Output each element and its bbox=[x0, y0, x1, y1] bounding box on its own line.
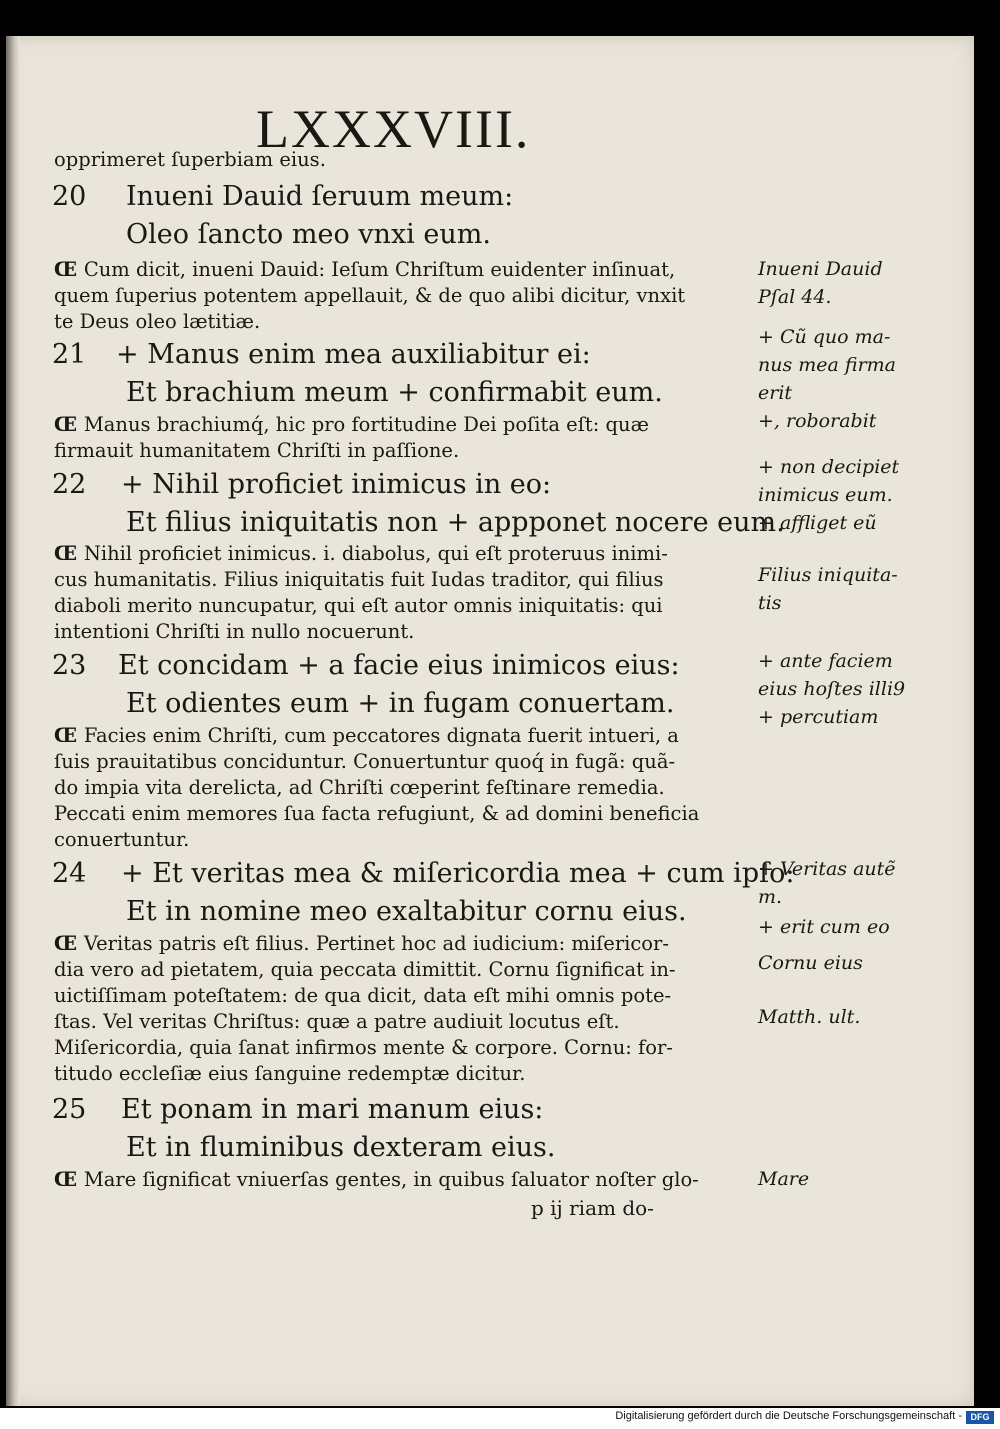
line-text: Cum dicit, inueni Dauid: Ieſum Chriſtum euidenter inſinuat, bbox=[83, 258, 676, 281]
verse-number: 22 bbox=[52, 469, 87, 500]
commentary-line bbox=[54, 1036, 673, 1059]
line-text: Oleo ſancto meo vnxi eum. bbox=[126, 219, 491, 250]
line-text: Veritas patris eſt filius. Pertinet hoc ad iudicium: miſericor- bbox=[83, 932, 669, 955]
margin-note: m. bbox=[758, 886, 783, 908]
paragraph-mark-icon: Œ bbox=[54, 1168, 84, 1191]
line-text: conuertuntur. bbox=[54, 828, 190, 851]
paragraph-mark-icon: Œ bbox=[54, 258, 84, 281]
margin-note: + percutiam bbox=[758, 706, 879, 728]
line-text: quem ſuperius potentem appellauit, & de quo alibi dicitur, vnxit bbox=[54, 284, 686, 307]
psalm-verse-line bbox=[126, 1132, 555, 1163]
commentary-line bbox=[54, 284, 685, 307]
margin-note: Pſal 44. bbox=[758, 286, 832, 308]
margin-note: Matth. ult. bbox=[758, 1006, 861, 1028]
line-text: Inueni Dauid ſeruum meum: bbox=[126, 181, 514, 212]
line-text: Et filius iniquitatis non + appponet nocere eum. bbox=[126, 507, 785, 538]
verse-number: 25 bbox=[52, 1094, 87, 1125]
line-text: te Deus oleo lætitiæ. bbox=[54, 310, 261, 333]
page-fold-shadow bbox=[6, 36, 20, 1406]
line-text: dia vero ad pietatem, quia peccata dimittit. Cornu ſignificat in- bbox=[54, 958, 676, 981]
commentary-line bbox=[54, 932, 669, 955]
line-text: intentioni Chriſti in nullo nocuerunt. bbox=[54, 620, 415, 643]
line-text: Facies enim Chriſti, cum peccatores dignata fuerit intueri, a bbox=[83, 724, 679, 747]
margin-note: erit bbox=[758, 382, 793, 404]
commentary-line bbox=[531, 1196, 654, 1220]
funding-credit: Digitalisierung gefördert durch die Deutsche Forschungsgemeinschaft - bbox=[615, 1410, 962, 1422]
line-text: Manus brachiumq́, hic pro fortitudine Dei poſita eſt: quæ bbox=[83, 413, 649, 436]
line-text: cus humanitatis. Filius iniquitatis fuit Iudas traditor, qui filius bbox=[54, 568, 664, 591]
commentary-line bbox=[54, 542, 668, 565]
line-text: + Manus enim mea auxiliabitur ei: bbox=[116, 339, 591, 370]
margin-note: + Veritas autẽ bbox=[758, 858, 896, 880]
footer-bar bbox=[0, 1408, 1000, 1429]
line-text: Et concidam + a facie eius inimicos eius: bbox=[118, 650, 680, 681]
line-text: do impia vita derelicta, ad Chriſti cœperint feſtinare remedia. bbox=[54, 776, 665, 799]
margin-note: inimicus eum. bbox=[758, 484, 893, 506]
commentary-line bbox=[54, 1062, 525, 1085]
verse-number: 21 bbox=[52, 339, 87, 370]
folio-number: LXXXVIII. bbox=[256, 99, 531, 159]
commentary-line bbox=[54, 148, 326, 171]
line-text: Peccati enim memores ſua facta refugiunt, & ad domini beneficia bbox=[54, 802, 700, 825]
margin-note: Inueni Dauid bbox=[758, 258, 883, 280]
margin-note: +, roborabit bbox=[758, 410, 877, 432]
commentary-line bbox=[54, 802, 699, 825]
line-text: ſtas. Vel veritas Chriſtus: quæ a patre audiuit locutus eſt. bbox=[54, 1010, 620, 1033]
verse-number: 24 bbox=[52, 858, 87, 889]
line-text: uictiſſimam poteſtatem: de qua dicit, data eſt mihi omnis pote- bbox=[54, 984, 672, 1007]
margin-note: + ante faciem bbox=[758, 650, 893, 672]
margin-note: Cornu eius bbox=[758, 952, 863, 974]
psalm-verse-line bbox=[126, 896, 687, 927]
margin-note: + erit cum eo bbox=[758, 916, 890, 938]
commentary-line bbox=[54, 310, 260, 333]
paragraph-mark-icon: Œ bbox=[54, 413, 84, 436]
line-text: Et in nomine meo exaltabitur cornu eius. bbox=[126, 896, 687, 927]
commentary-line bbox=[54, 568, 664, 591]
verse-number: 20 bbox=[52, 181, 87, 212]
margin-note: tis bbox=[758, 592, 782, 614]
psalm-verse-line bbox=[126, 377, 663, 408]
commentary-line bbox=[54, 958, 676, 981]
dfg-logo: DFG bbox=[966, 1411, 994, 1424]
psalm-verse-line bbox=[126, 219, 491, 250]
margin-note: + affliget eũ bbox=[758, 512, 877, 534]
margin-note: nus mea firma bbox=[758, 354, 896, 376]
commentary-line bbox=[54, 413, 649, 436]
psalm-verse-line bbox=[121, 469, 551, 500]
margin-note: Mare bbox=[758, 1168, 810, 1190]
commentary-line bbox=[54, 258, 675, 281]
line-text: diaboli merito nuncupatur, qui eſt autor omnis iniquitatis: qui bbox=[54, 594, 663, 617]
line-text: ſuis prauitatibus conciduntur. Conuertuntur quoq́ in fugã: quã- bbox=[54, 750, 676, 773]
line-text: + Nihil proficiet inimicus in eo: bbox=[121, 469, 552, 500]
commentary-line bbox=[54, 620, 414, 643]
psalm-verse-line bbox=[116, 339, 591, 370]
commentary-line bbox=[54, 439, 459, 462]
book-page bbox=[6, 36, 974, 1406]
line-text: titudo eccleſiæ eius ſanguine redemptæ dicitur. bbox=[54, 1062, 526, 1085]
paragraph-mark-icon: Œ bbox=[54, 932, 84, 955]
verse-number: 23 bbox=[52, 650, 87, 681]
commentary-line bbox=[54, 828, 189, 851]
line-text: Miſericordia, quia ſanat infirmos mente & corpore. Cornu: for- bbox=[54, 1036, 673, 1059]
commentary-line bbox=[54, 594, 663, 617]
psalm-verse-line bbox=[121, 1094, 543, 1125]
line-text: p ij riam do- bbox=[531, 1196, 654, 1220]
line-text: Et odientes eum + in fugam conuertam. bbox=[126, 688, 675, 719]
psalm-verse-line bbox=[118, 650, 680, 681]
line-text: Et brachium meum + confirmabit eum. bbox=[126, 377, 663, 408]
commentary-line bbox=[54, 750, 675, 773]
line-text: opprimeret ſuperbiam eius. bbox=[54, 148, 326, 171]
paragraph-mark-icon: Œ bbox=[54, 542, 84, 565]
line-text: Nihil proficiet inimicus. i. diabolus, qui eſt proteruus inimi- bbox=[83, 542, 668, 565]
commentary-line bbox=[54, 776, 665, 799]
psalm-verse-line bbox=[126, 688, 674, 719]
line-text: Et in fluminibus dexteram eius. bbox=[126, 1132, 556, 1163]
line-text: Mare ſignificat vniuerſas gentes, in quibus ſaluator noſter glo- bbox=[83, 1168, 699, 1191]
commentary-line bbox=[54, 984, 671, 1007]
paragraph-mark-icon: Œ bbox=[54, 724, 84, 747]
margin-note: eius hoſtes illi9 bbox=[758, 678, 906, 700]
margin-note: + non decipiet bbox=[758, 456, 900, 478]
commentary-line bbox=[54, 1168, 699, 1191]
psalm-verse-line bbox=[126, 507, 785, 538]
margin-note: Filius iniquita- bbox=[758, 564, 898, 586]
psalm-verse-line bbox=[121, 858, 794, 889]
line-text: + Et veritas mea & miſericordia mea + cum ipſo: bbox=[121, 858, 795, 889]
commentary-line bbox=[54, 724, 679, 747]
psalm-verse-line bbox=[126, 181, 513, 212]
commentary-line bbox=[54, 1010, 620, 1033]
line-text: firmauit humanitatem Chriſti in paſſione. bbox=[54, 439, 460, 462]
margin-note: + Cũ quo ma- bbox=[758, 326, 891, 348]
line-text: Et ponam in mari manum eius: bbox=[121, 1094, 544, 1125]
